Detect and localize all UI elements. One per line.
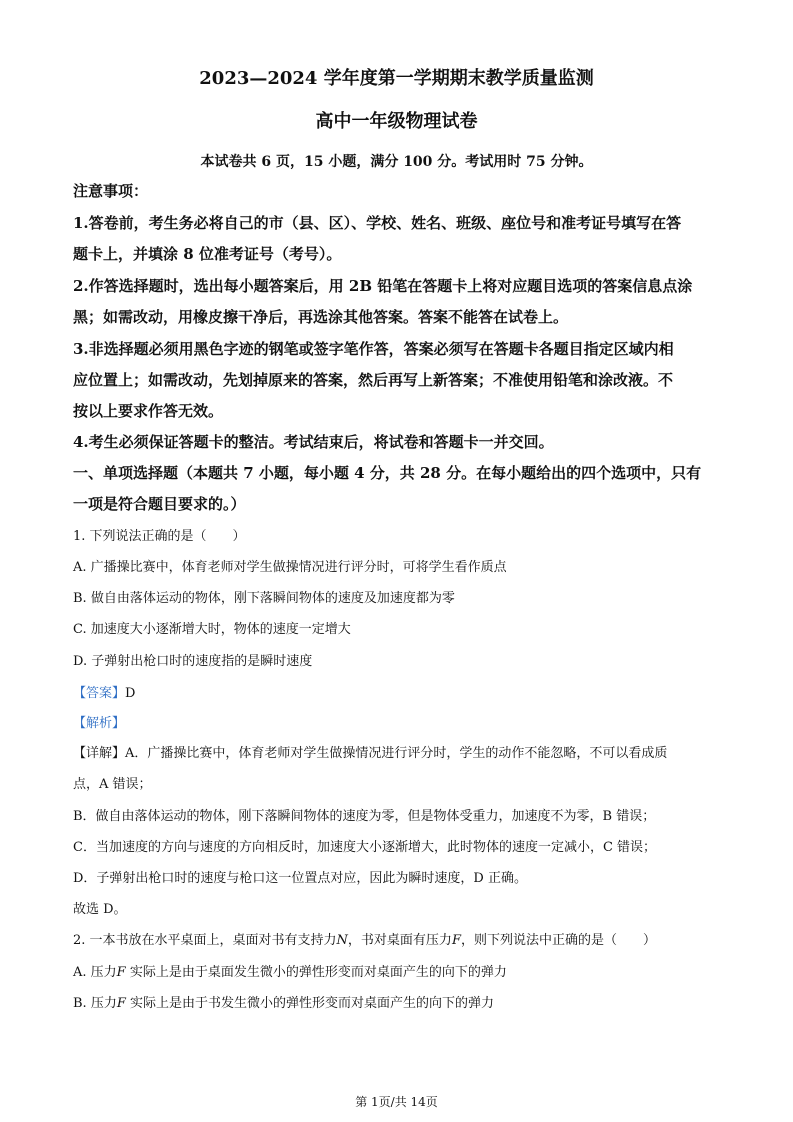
notice-line: 2.作答选择题时，选出每小题答案后，用 2B 铅笔在答题卡上将对应题目选项的答案信息点涂: [73, 277, 693, 295]
section-heading: 一项是符合题目要求的。）: [73, 495, 246, 513]
question-1-stem: 1. 下列说法正确的是（ ）: [73, 529, 246, 544]
notice-line: 题卡上，并填涂 8 位准考证号（考号）。: [73, 245, 342, 263]
question-1-option-b: B. 做自由落体运动的物体，刚下落瞬间物体的速度及加速度都为零: [73, 591, 455, 606]
detail-line: D．子弹射出枪口时的速度与枪口这一位置点对应，因此为瞬时速度，D 正确。: [73, 871, 527, 886]
detail-line: B．做自由落体运动的物体，刚下落瞬间物体的速度为零，但是物体受重力，加速度不为零，B 错误；: [73, 809, 656, 824]
question-2-stem: [73, 929, 656, 948]
answer-line: [73, 682, 135, 701]
section-heading: 一、单项选择题（本题共 7 小题，每小题 4 分，共 28 分。在每小题给出的四个选项中，只有: [73, 464, 702, 482]
option-part: 实际上是由于书发生微小的弹性形变而对桌面产生的向下的弹力: [125, 996, 494, 1011]
variable-f: F: [116, 965, 126, 980]
question-1-option-c: C. 加速度大小逐渐增大时，物体的速度一定增大: [73, 622, 351, 637]
notice-line: 3.非选择题必须用黑色字迹的钢笔或签字笔作答，答案必须写在答题卡各题目指定区域内相: [73, 340, 674, 358]
question-2-option-b: [73, 992, 494, 1011]
notice-line: 按以上要求作答无效。: [73, 402, 224, 420]
option-part: B. 压力: [73, 996, 117, 1011]
variable-f: F: [451, 933, 461, 948]
question-2-option-a: [73, 961, 507, 980]
notice-heading: 注意事项：: [73, 182, 149, 200]
option-part: 实际上是由于桌面发生微小的弹性形变而对桌面产生的向下的弹力: [125, 965, 507, 980]
q2-stem-part: ，则下列说法中正确的是（ ）: [460, 933, 656, 948]
question-1-option-d: D. 子弹射出枪口时的速度指的是瞬时速度: [73, 654, 313, 669]
variable-f: F: [116, 996, 126, 1011]
q2-stem-part: 2. 一本书放在水平桌面上，桌面对书有支持力: [73, 933, 337, 948]
question-1-option-a: A. 广播操比赛中，体育老师对学生做操情况进行评分时，可将学生看作质点: [73, 560, 507, 575]
answer-tag: 【答案】: [73, 686, 126, 701]
detail-conclusion: 故选 D。: [73, 902, 127, 917]
analysis-tag: 【解析】: [73, 716, 126, 731]
detail-line: 点，A 错误；: [73, 777, 152, 792]
detail-line: C．当加速度的方向与速度的方向相反时，加速度大小逐渐增大，此时物体的速度一定减小，C 错误；: [73, 840, 657, 855]
detail-line: [73, 742, 667, 761]
option-part: A. 压力: [73, 965, 117, 980]
notice-line: 应位置上；如需改动，先划掉原来的答案，然后再写上新答案；不准使用铅笔和涂改液。不: [73, 371, 674, 389]
notice-line: 黑；如需改动，用橡皮擦干净后，再选涂其他答案。答案不能答在试卷上。: [73, 308, 569, 326]
page-number: 第 1页/共 14页: [355, 1095, 438, 1109]
answer-value: D: [125, 686, 136, 701]
exam-subtitle: 高中一年级物理试卷: [315, 111, 478, 132]
q2-stem-part: ，书对桌面有压力: [347, 933, 452, 948]
notice-line: 4.考生必须保证答题卡的整洁。考试结束后，将试卷和答题卡一并交回。: [73, 433, 554, 451]
variable-n: N: [336, 933, 348, 948]
detail-text: A．广播操比赛中，体育老师对学生做操情况进行评分时，学生的动作不能忽略，不可以看成质: [125, 746, 668, 761]
notice-line: 1.答卷前，考生务必将自己的市（县、区）、学校、姓名、班级、座位号和准考证号填写在答: [73, 214, 682, 232]
exam-info: 本试卷共 6 页，15 小题，满分 100 分。考试用时 75 分钟。: [200, 154, 593, 170]
detail-tag: 【详解】: [73, 746, 126, 761]
exam-title: 2023—2024 学年度第一学期期末教学质量监测: [199, 68, 594, 89]
